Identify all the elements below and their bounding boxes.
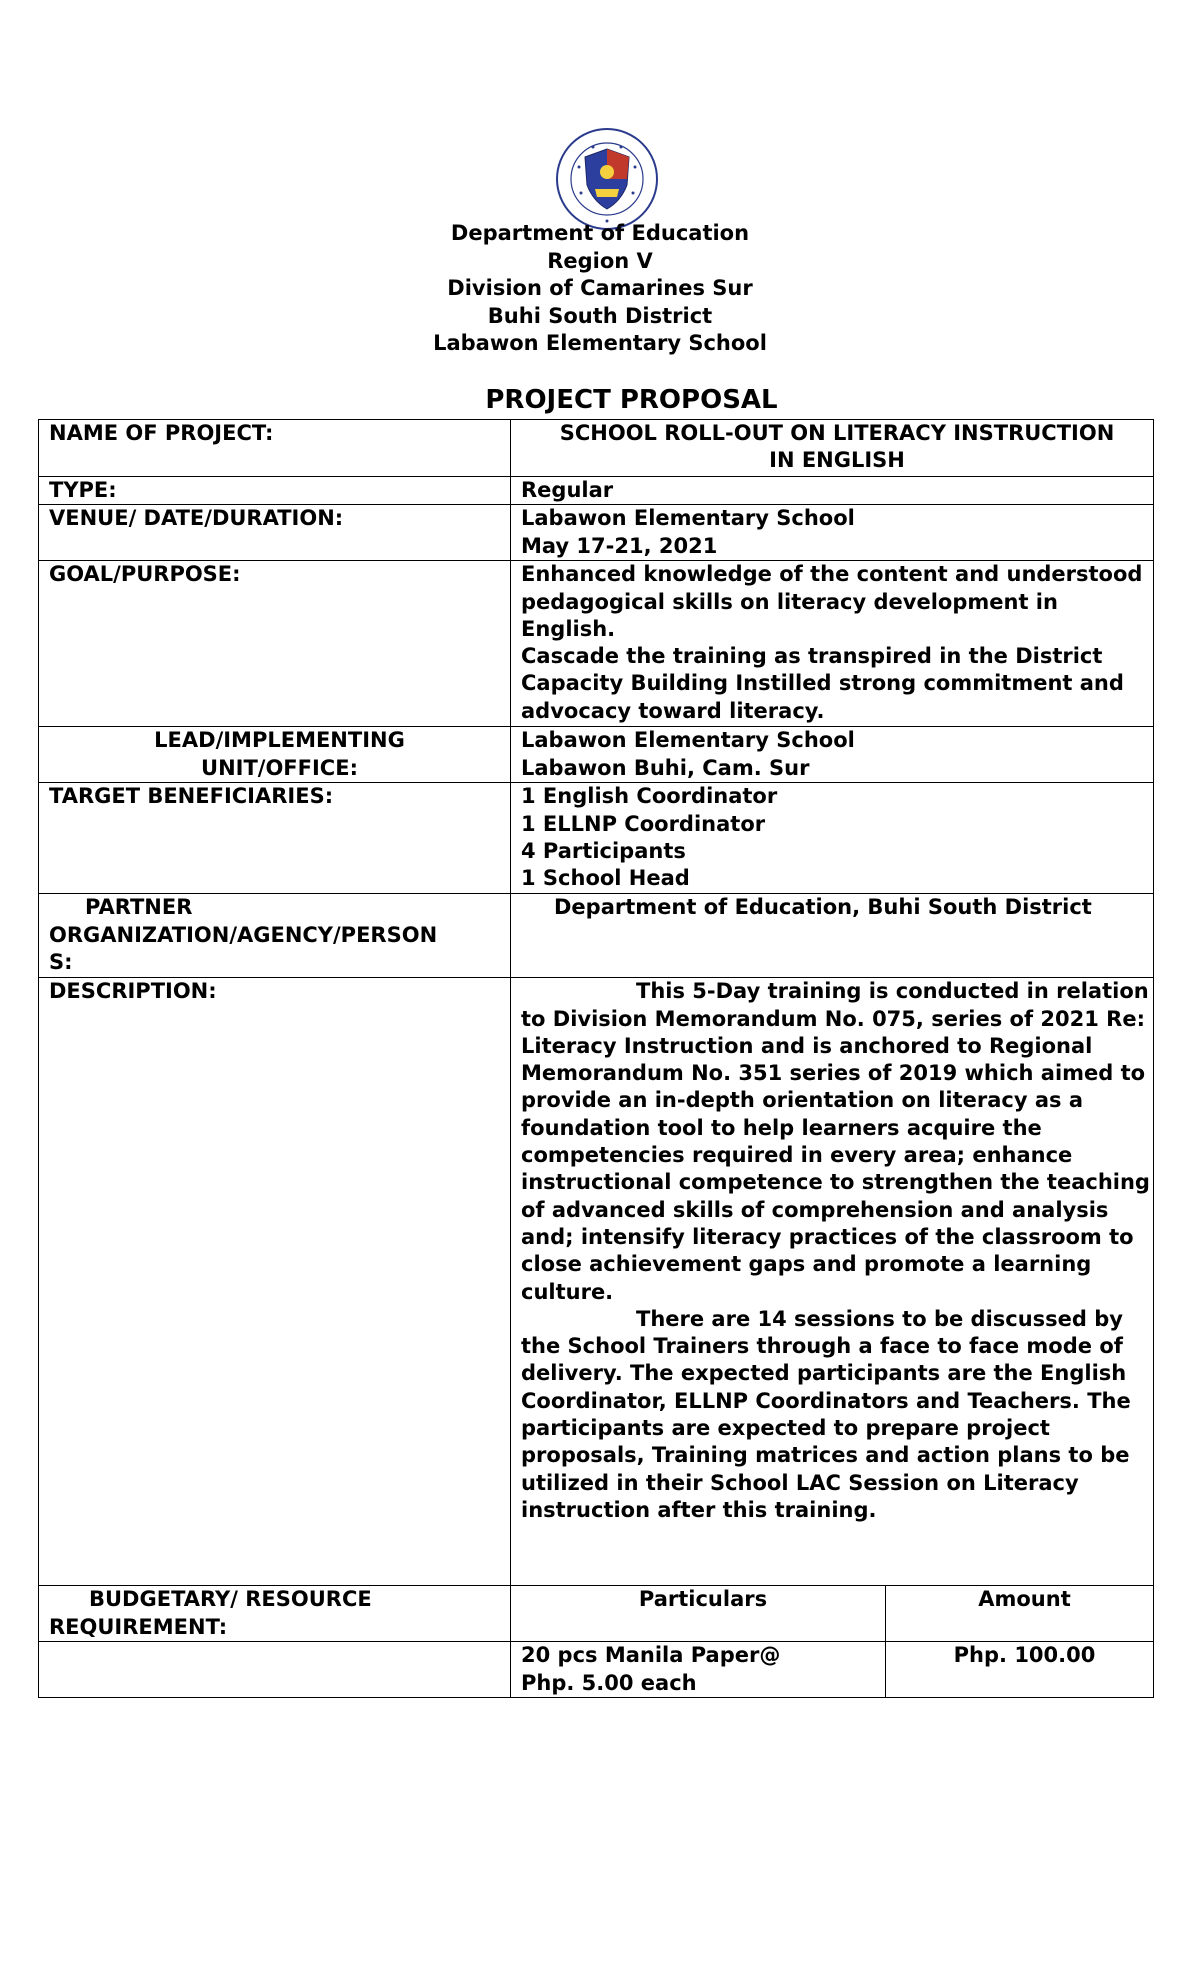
venue-value xyxy=(511,505,1154,561)
beneficiary-item: 1 School Head xyxy=(521,866,690,891)
beneficiary-item: 1 ELLNP Coordinator xyxy=(521,811,766,836)
description-paragraph-1: This 5-Day training is conducted in relation to Division Memorandum No. 075, series of 2021 Re: Literacy Instruction and is anchored to Regional Memorandum No. 351 series of 2019 which aimed to provide an in-depth orientation on literacy as a foundation tool to help learners acquire the competencies required in every area; enhance instructional competence to strengthen the teaching of advanced skills of comprehension and analysis and; intensify literacy practices of the classroom to close achievement gaps and promote a learning culture. xyxy=(521,979,1150,1304)
description-value xyxy=(511,978,1154,1586)
row-beneficiaries xyxy=(39,783,1154,894)
partner-label xyxy=(39,894,511,978)
goal-paragraph-2: Cascade the training as transpired in the District Capacity Building Instilled strong commitment and advocacy toward literacy. xyxy=(521,644,1124,723)
partner-text: Department of Education, Buhi South District xyxy=(554,895,1092,920)
lead-label-line1: LEAD/IMPLEMENTING xyxy=(154,728,405,753)
goal-paragraph-1: Enhanced knowledge of the content and understood pedagogical skills on literacy development in English. xyxy=(521,562,1143,641)
lead-line2: Labawon Buhi, Cam. Sur xyxy=(521,755,810,780)
beneficiaries-list xyxy=(511,783,1154,894)
row-description xyxy=(39,978,1154,1586)
row-lead xyxy=(39,727,1154,783)
row-project-name xyxy=(39,420,1154,477)
particular-line1: 20 pcs Manila Paper@ xyxy=(521,1643,781,1668)
budget-item-empty-cell xyxy=(39,1642,511,1698)
type-label: TYPE: xyxy=(39,477,511,505)
row-type xyxy=(39,477,1154,505)
venue-label: VENUE/ DATE/DURATION: xyxy=(39,505,511,561)
goal-label: GOAL/PURPOSE: xyxy=(39,561,511,727)
partner-value xyxy=(511,894,1154,978)
project-name-label: NAME OF PROJECT: xyxy=(39,420,511,477)
row-goal xyxy=(39,561,1154,727)
beneficiary-item: 1 English Coordinator xyxy=(521,784,778,809)
partner-label-line3: S: xyxy=(49,949,73,974)
lead-value xyxy=(511,727,1154,783)
beneficiary-item: 4 Participants xyxy=(521,838,686,863)
row-budget-item xyxy=(39,1642,1154,1698)
row-budget-header xyxy=(39,1586,1154,1642)
project-name-line2: IN ENGLISH xyxy=(769,448,905,473)
region-name: Region V xyxy=(547,248,653,273)
letterhead xyxy=(0,220,1200,358)
school-name: Labawon Elementary School xyxy=(433,331,767,355)
budget-label-line2: REQUIREMENT: xyxy=(49,1614,228,1639)
division-name: Division of Camarines Sur xyxy=(447,276,753,300)
district-name: Buhi South District xyxy=(487,303,713,328)
description-label: DESCRIPTION: xyxy=(39,978,511,1586)
budget-label-line1: BUDGETARY/ RESOURCE xyxy=(89,1587,372,1612)
budget-label xyxy=(39,1586,511,1642)
particular-line2: Php. 5.00 each xyxy=(521,1670,697,1695)
venue-line2: May 17-21, 2021 xyxy=(521,533,718,558)
row-partner xyxy=(39,894,1154,978)
deped-seal-logo xyxy=(555,127,659,231)
proposal-table xyxy=(38,419,1154,1698)
lead-label-line2: UNIT/OFFICE: xyxy=(201,755,358,780)
document-title: PROJECT PROPOSAL xyxy=(485,385,778,415)
budget-item-particular xyxy=(511,1642,886,1698)
goal-value xyxy=(511,561,1154,727)
partner-label-line1: PARTNER xyxy=(85,895,193,920)
beneficiaries-label: TARGET BENEFICIARIES: xyxy=(39,783,511,894)
department-name: Department of Education xyxy=(450,221,750,245)
lead-line1: Labawon Elementary School xyxy=(521,728,855,753)
project-name-line1: SCHOOL ROLL-OUT ON LITERACY INSTRUCTION xyxy=(559,421,1115,445)
row-venue xyxy=(39,505,1154,561)
type-value: Regular xyxy=(511,477,1154,505)
project-name-value xyxy=(511,420,1154,477)
budget-item-amount: Php. 100.00 xyxy=(886,1642,1154,1698)
venue-line1: Labawon Elementary School xyxy=(521,506,855,531)
partner-label-line2: ORGANIZATION/AGENCY/PERSON xyxy=(49,922,438,947)
description-paragraph-2: There are 14 sessions to be discussed by the School Trainers through a face to face mode of delivery. The expected participants are the English Coordinator, ELLNP Coordinators and Teachers. The participants are expected to prepare project proposals, Training matrices and action plans to be utilized in their School LAC Session on Literacy instruction after this training. xyxy=(521,1306,1131,1522)
amount-header: Amount xyxy=(886,1586,1154,1642)
lead-label xyxy=(39,727,511,783)
particulars-header: Particulars xyxy=(511,1586,886,1642)
